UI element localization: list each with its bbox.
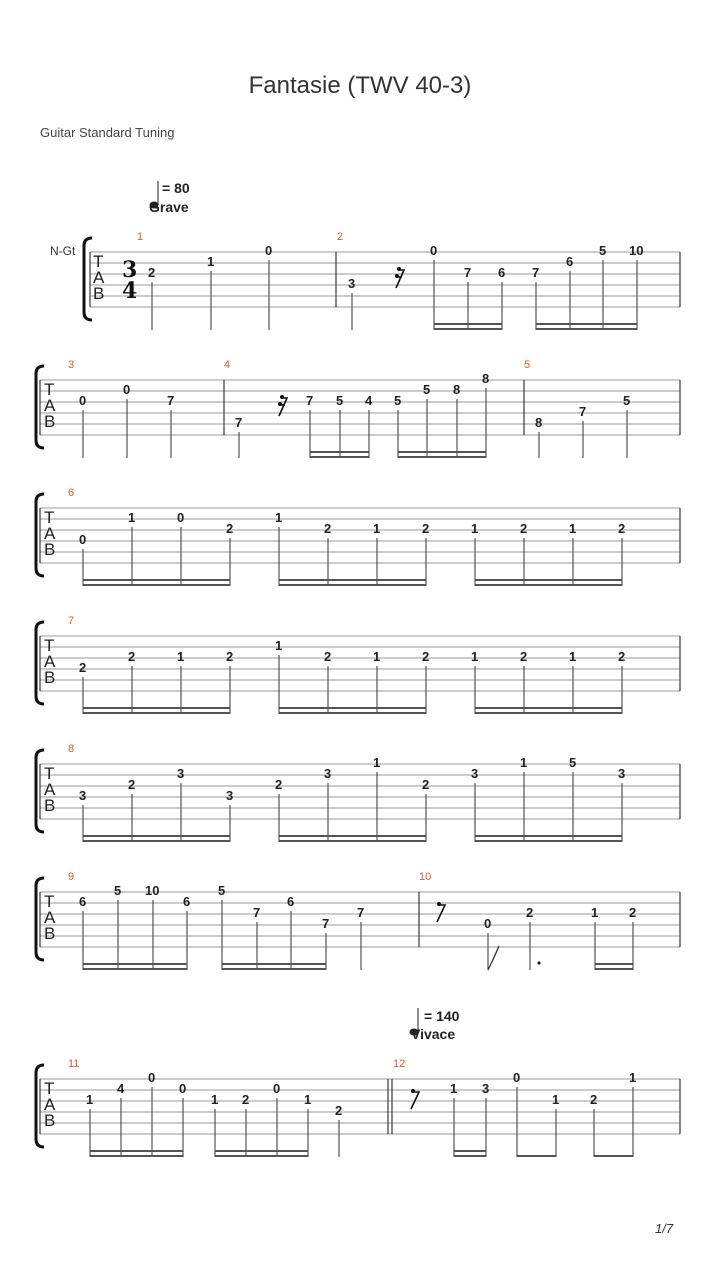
tab-system-6 [36,871,680,970]
fret-number: 3 [618,766,626,781]
fret-number: 0 [179,1081,187,1096]
fret-number: 1 [552,1092,560,1107]
tempo-label: Grave [149,199,189,215]
tab-letter-a: A [44,396,56,415]
fret-number: 3 [324,766,332,781]
fret-number: 2 [275,777,283,792]
page-number: 1/7 [655,1221,674,1236]
instrument-label: N-Gt [50,244,76,258]
fret-number: 8 [535,415,543,430]
tab-letter-b: B [93,284,105,303]
fret-number: 2 [148,265,156,280]
fret-number: 2 [629,905,637,920]
fret-number: 0 [484,916,492,931]
tempo-value: = 80 [162,180,190,196]
fret-number: 1 [177,649,185,664]
measure-number: 10 [419,871,432,883]
fret-number: 0 [273,1081,281,1096]
tab-letter-b: B [44,540,56,559]
fret-number: 1 [591,905,599,920]
fret-number: 10 [145,883,160,898]
fret-number: 6 [498,265,506,280]
fret-number: 3 [471,766,479,781]
tab-letter-t: T [44,1079,55,1098]
fret-number: 7 [235,415,243,430]
fret-number: 1 [128,510,136,525]
tab-system-3 [36,487,680,586]
fret-number: 7 [532,265,540,280]
measure-number: 12 [393,1058,406,1070]
tempo-mark-vivace [410,1008,460,1042]
dot [537,961,540,964]
fret-number: 5 [336,393,344,408]
score-title: Fantasie (TWV 40-3) [248,72,472,99]
fret-number: 2 [324,521,332,536]
fret-number: 2 [335,1103,343,1118]
fret-number: 6 [183,894,191,909]
eighth-rest-icon [411,1089,419,1109]
fret-number: 6 [79,894,87,909]
tab-letter-a: A [44,524,56,543]
measure-number: 1 [137,231,144,243]
fret-number: 2 [324,649,332,664]
note-flag [488,946,499,970]
tempo-mark-grave [149,180,190,215]
time-signature-top: 3 [122,257,138,283]
time-signature-bottom: 4 [122,278,138,304]
measure-number: 4 [224,359,231,371]
measure-number: 3 [68,359,75,371]
fret-number: 1 [373,649,381,664]
eighth-rest-icon [437,902,445,922]
tab-letter-b: B [44,924,56,943]
fret-number: 1 [629,1070,637,1085]
fret-number: 1 [207,254,215,269]
tab-system-4 [36,615,680,714]
fret-number: 0 [148,1070,156,1085]
tempo-label: Vivace [411,1026,456,1042]
fret-number: 3 [348,276,356,291]
tab-letter-t: T [93,252,104,271]
fret-number: 1 [373,755,381,770]
fret-number: 3 [226,788,234,803]
fret-number: 5 [623,393,631,408]
fret-number: 1 [373,521,381,536]
fret-number: 1 [471,521,479,536]
fret-number: 1 [450,1081,458,1096]
fret-number: 2 [526,905,534,920]
tab-letter-a: A [93,268,105,287]
measure-number: 11 [68,1058,80,1070]
tab-system-7 [36,1058,680,1157]
tab-letter-t: T [44,508,55,527]
fret-number: 10 [629,243,644,258]
fret-number: 2 [520,649,528,664]
fret-number: 1 [569,521,577,536]
fret-number: 1 [304,1092,312,1107]
fret-number: 2 [520,521,528,536]
tab-letter-a: A [44,652,56,671]
fret-number: 1 [211,1092,219,1107]
fret-number: 6 [566,254,574,269]
fret-number: 2 [128,777,136,792]
fret-number: 7 [357,905,365,920]
measure-number: 6 [68,487,75,499]
fret-number: 3 [177,766,185,781]
fret-number: 1 [471,649,479,664]
fret-number: 1 [275,510,283,525]
fret-number: 0 [79,532,87,547]
tab-letter-a: A [44,780,56,799]
tab-letter-t: T [44,636,55,655]
fret-number: 7 [322,916,330,931]
fret-number: 5 [599,243,607,258]
fret-number: 2 [618,649,626,664]
fret-number: 5 [569,755,577,770]
fret-number: 7 [579,404,587,419]
tab-letter-t: T [44,892,55,911]
fret-number: 4 [117,1081,125,1096]
fret-number: 2 [226,521,234,536]
fret-number: 0 [177,510,185,525]
fret-number: 0 [430,243,438,258]
fret-number: 8 [482,371,490,386]
fret-number: 2 [422,521,430,536]
fret-number: 2 [618,521,626,536]
fret-number: 6 [287,894,295,909]
fret-number: 2 [128,649,136,664]
fret-number: 0 [513,1070,521,1085]
measure-number: 8 [68,743,75,755]
fret-number: 3 [482,1081,490,1096]
fret-number: 5 [423,382,431,397]
fret-number: 0 [79,393,87,408]
fret-number: 1 [86,1092,94,1107]
measure-number: 7 [68,615,75,627]
fret-number: 7 [167,393,175,408]
tab-letter-a: A [44,908,56,927]
tab-letter-b: B [44,1111,56,1130]
fret-number: 0 [265,243,273,258]
tuning-label: Guitar Standard Tuning [40,125,175,140]
fret-number: 1 [520,755,528,770]
measure-number: 9 [68,871,75,883]
fret-number: 7 [464,265,472,280]
fret-number: 2 [226,649,234,664]
tempo-value: = 140 [424,1008,460,1024]
fret-number: 1 [569,649,577,664]
tab-letter-b: B [44,412,56,431]
fret-number: 1 [275,638,283,653]
measure-number: 2 [337,231,344,243]
measure-number: 5 [524,359,531,371]
fret-number: 4 [365,393,373,408]
fret-number: 2 [422,649,430,664]
tab-system-5 [36,743,680,842]
tab-letter-b: B [44,668,56,687]
fret-number: 5 [114,883,122,898]
tab-system-1 [84,231,680,330]
fret-number: 2 [422,777,430,792]
tab-letter-b: B [44,796,56,815]
tab-system-2 [36,359,680,458]
fret-number: 2 [79,660,87,675]
fret-number: 5 [218,883,226,898]
tab-letter-t: T [44,380,55,399]
fret-number: 8 [453,382,461,397]
fret-number: 3 [79,788,87,803]
fret-number: 7 [253,905,261,920]
fret-number: 2 [590,1092,598,1107]
tab-letter-t: T [44,764,55,783]
fret-number: 7 [306,393,314,408]
fret-number: 0 [123,382,131,397]
fret-number: 2 [242,1092,250,1107]
tab-letter-a: A [44,1095,56,1114]
fret-number: 5 [394,393,402,408]
